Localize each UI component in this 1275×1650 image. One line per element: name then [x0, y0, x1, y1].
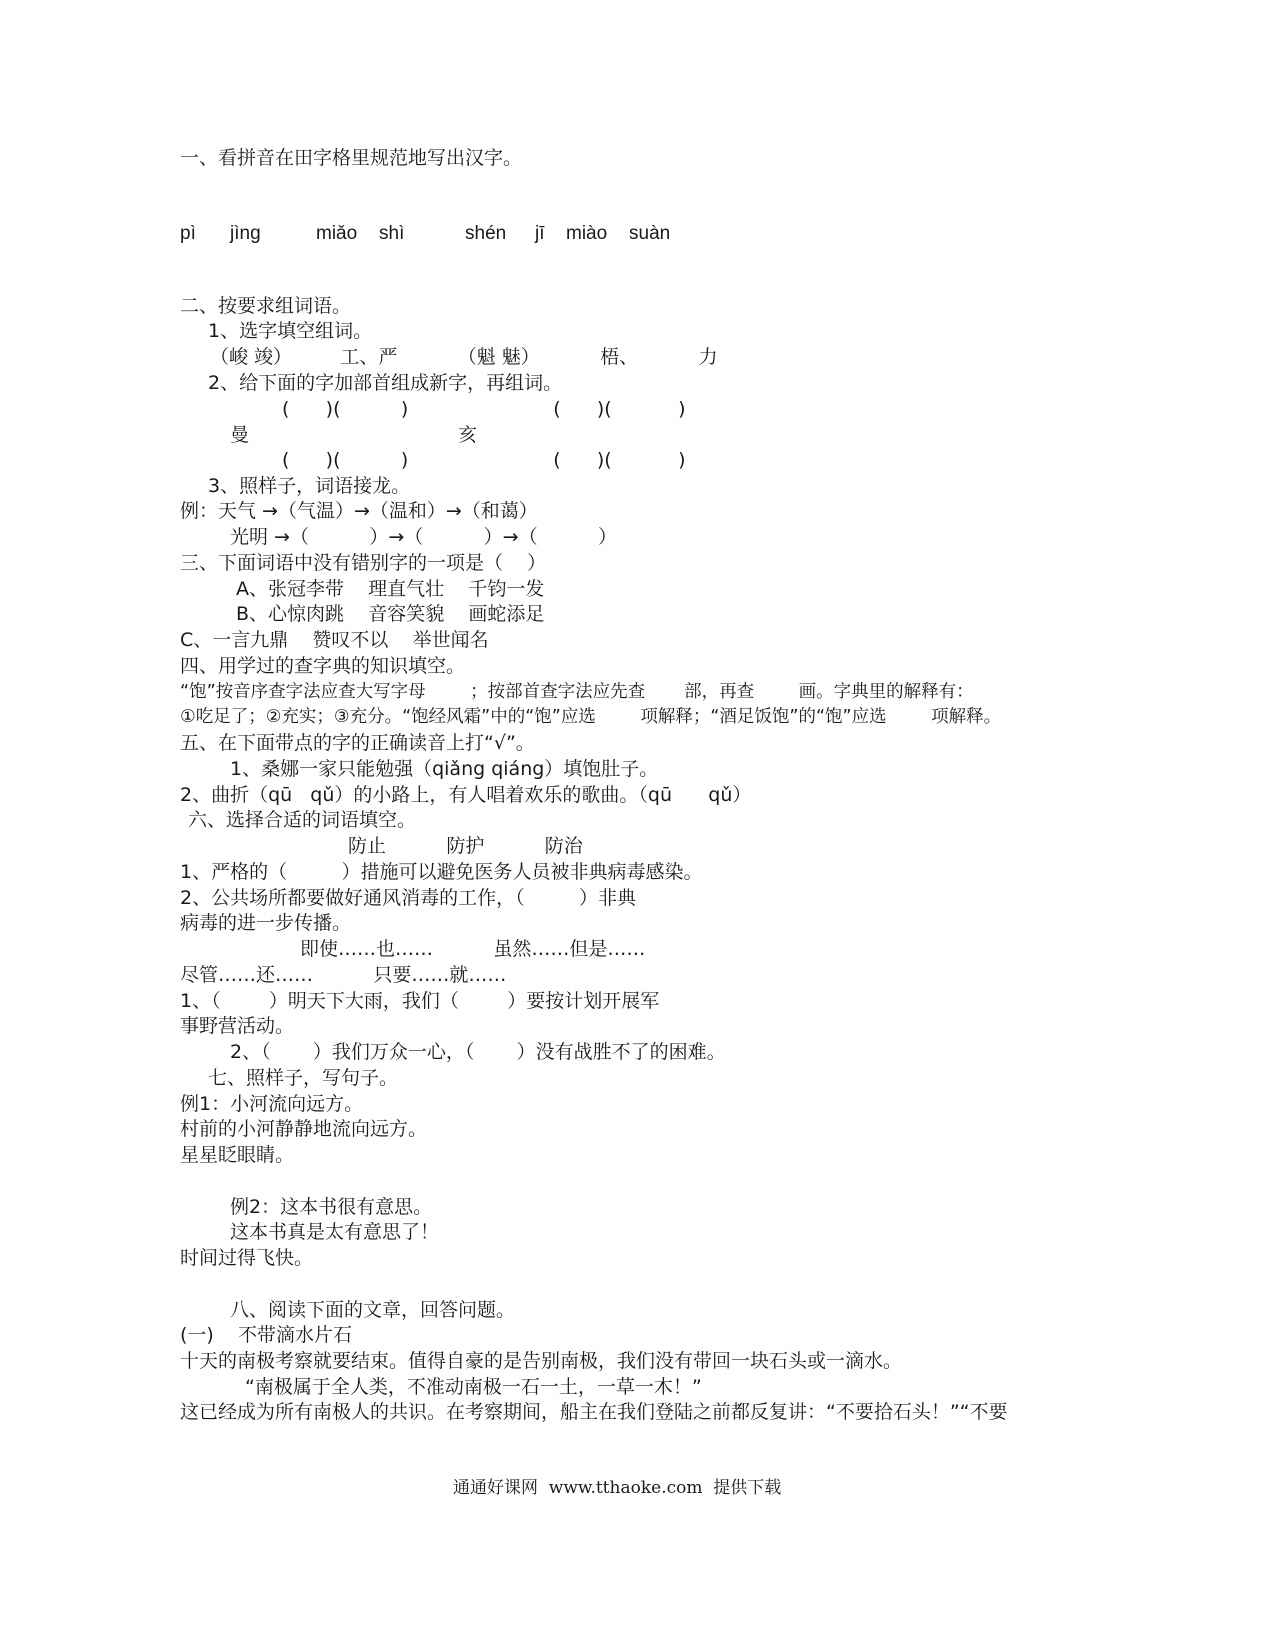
section6-q2a: 2、公共场所都要做好通风消毒的工作，（ ）非典	[180, 887, 636, 909]
section1-heading: 一、看拼音在田字格里规范地写出汉字。	[180, 147, 523, 169]
example2-label: 例2：这本书很有意思。	[230, 1196, 433, 1218]
section4-line1: “饱”按音序查字法应查大写字母 ；按部首查字法应先查 部，再查 画。字典里的解释有：	[180, 682, 974, 702]
sub2-blanks-top: ( )( ) ( )( )	[282, 398, 686, 420]
sub2-char-right: 亥	[458, 424, 478, 446]
section7-heading: 七、照样子，写句子。	[208, 1067, 399, 1089]
sub1-line: （峻 竣） 工、严 （魁 魅） 梧、 力	[210, 346, 718, 368]
article-paragraph-3: 这已经成为所有南极人的共识。在考察期间，船主在我们登陆之前都反复讲：“不要拾石头！”“不要	[180, 1401, 1008, 1423]
section6-words1: 防止 防护 防治	[348, 835, 583, 857]
section6-heading: 六、选择合适的词语填空。	[188, 809, 417, 831]
page-footer: 通通好课网 www.tthaoke.com 提供下载	[453, 1478, 782, 1498]
section4-line2: ①吃足了；②充实；③充分。“饱经风霜”中的“饱”应选 项解释；“酒足饭饱”的“饱”应选 项解释。	[180, 707, 1002, 727]
section5-q1: 1、桑娜一家只能勉强（qiǎng qiáng）填饱肚子。	[230, 758, 659, 780]
pinyin-item: pì	[180, 223, 196, 244]
section6-q3a: 1、（ ）明天下大雨，我们（ ）要按计划开展军	[180, 990, 660, 1012]
article-paragraph-1: 十天的南极考察就要结束。值得自豪的是告别南极，我们没有带回一块石头或一滴水。	[180, 1350, 903, 1372]
example1-answer: 村前的小河静静地流向远方。	[180, 1118, 428, 1140]
pinyin-item: jī	[535, 223, 545, 244]
article-title: (一) 不带滴水片石	[180, 1324, 352, 1346]
sub3-question: 光明 →（ ）→（ ）→（ ）	[230, 526, 617, 548]
sub2-char-left: 曼	[230, 424, 250, 446]
option-a: A、张冠李带 理直气壮 千钧一发	[236, 578, 545, 600]
section5-heading: 五、在下面带点的字的正确读音上打“√”。	[180, 732, 535, 754]
pinyin-item: shén	[465, 223, 507, 244]
section6-q2b: 病毒的进一步传播。	[180, 912, 352, 934]
pinyin-item: shì	[379, 223, 405, 244]
section4-heading: 四、用学过的查字典的知识填空。	[180, 655, 466, 677]
section6-words2a: 即使……也…… 虽然……但是……	[300, 938, 646, 960]
pinyin-item: suàn	[629, 223, 671, 244]
section6-q1: 1、严格的（ ）措施可以避免医务人员被非典病毒感染。	[180, 861, 703, 883]
example1-label: 例1：小河流向远方。	[180, 1093, 364, 1115]
example1-question: 星星眨眼睛。	[180, 1144, 295, 1166]
sub1-title: 1、选字填空组词。	[208, 320, 373, 342]
section6-q4: 2、（ ）我们万众一心，（ ）没有战胜不了的困难。	[230, 1041, 726, 1063]
pinyin-item: jìng	[230, 223, 261, 244]
section6-q3b: 事野营活动。	[180, 1015, 295, 1037]
sub3-example: 例：天气 →（气温）→（温和）→（和蔼）	[180, 500, 538, 522]
option-b: B、心惊肉跳 音容笑貌 画蛇添足	[236, 603, 545, 625]
section2-heading: 二、按要求组词语。	[180, 295, 352, 317]
pinyin-item: miǎo	[316, 223, 358, 244]
option-c: C、一言九鼎 赞叹不以 举世闻名	[180, 629, 489, 651]
sub2-title: 2、给下面的字加部首组成新字，再组词。	[208, 372, 563, 394]
section6-words2b: 尽管……还…… 只要……就……	[180, 964, 507, 986]
sub2-blanks-bottom: ( )( ) ( )( )	[282, 449, 686, 471]
example2-answer: 这本书真是太有意思了！	[230, 1221, 440, 1243]
article-paragraph-2: “南极属于全人类，不准动南极一石一土，一草一木！”	[245, 1376, 702, 1398]
section5-q2: 2、曲折（qū qǔ）的小路上，有人唱着欢乐的歌曲。（qū qǔ）	[180, 784, 752, 806]
section3-heading: 三、下面词语中没有错别字的一项是（ ）	[180, 552, 547, 574]
example2-question: 时间过得飞快。	[180, 1247, 314, 1269]
pinyin-item: miào	[566, 223, 608, 244]
sub3-title: 3、照样子，词语接龙。	[208, 475, 411, 497]
section8-heading: 八、阅读下面的文章，回答问题。	[230, 1299, 516, 1321]
